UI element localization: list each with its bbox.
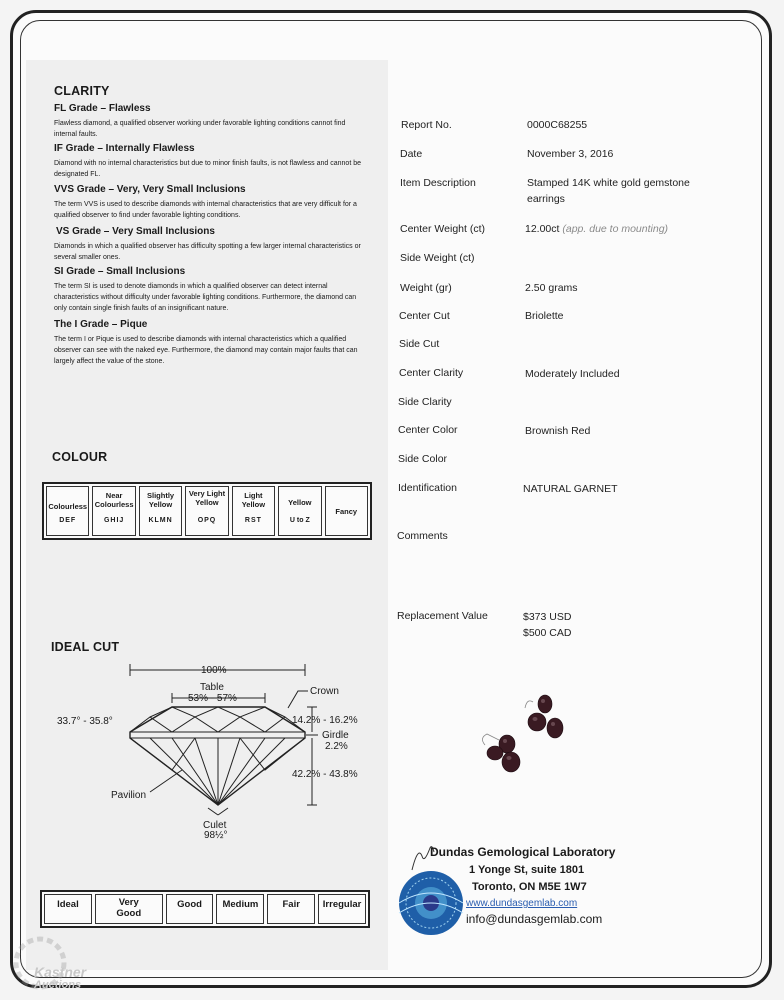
field-value-replacement-cad: $500 CAD: [523, 627, 572, 639]
field-label-side-weight: Side Weight (ct): [400, 252, 475, 264]
cut-grade-cell: Very Good: [95, 894, 163, 924]
crown-angle-label: 33.7° - 35.8°: [57, 716, 113, 727]
field-label-center-cut: Center Cut: [399, 310, 450, 322]
colour-cell: [278, 486, 321, 536]
cut-grade-cell: Good: [166, 894, 214, 924]
colour-cell: [46, 486, 89, 536]
field-value-weight-gr: 2.50 grams: [525, 282, 578, 294]
center-weight-value: 12.00ct: [525, 223, 560, 235]
pavilion-depth-label: 42.2% - 43.8%: [292, 769, 358, 780]
colour-heading: COLOUR: [52, 450, 108, 464]
auction-watermark-text: [34, 966, 86, 992]
colour-cell-name: Slightly Yellow: [147, 491, 175, 509]
colour-cell-code: OPQ: [197, 517, 217, 524]
lab-name: Dundas Gemological Laboratory: [430, 845, 616, 859]
girdle-label: Girdle: [322, 730, 349, 741]
lab-email: info@dundasgemlab.com: [466, 912, 603, 926]
colour-cell-code: KLMN: [148, 517, 173, 524]
culet-label: Culet: [203, 820, 227, 831]
watermark-line1: Kastner: [34, 964, 87, 980]
lab-address-line1: 1 Yonge St, suite 1801: [469, 864, 585, 876]
field-value-center-weight: [525, 221, 725, 237]
crown-label: Crown: [310, 686, 339, 697]
width-percent-label: 100%: [201, 665, 227, 676]
colour-cell: [185, 486, 228, 536]
colour-cell-name: Very Light Yellow: [188, 489, 226, 507]
colour-cell: [325, 486, 368, 536]
ideal-cut-heading: IDEAL CUT: [51, 640, 120, 654]
field-value-center-color: Brownish Red: [525, 425, 591, 437]
field-label-report-no: Report No.: [401, 119, 452, 131]
colour-cell-name: Light Yellow: [241, 491, 266, 509]
table-label: Table: [200, 682, 224, 693]
colour-cell-code: GHIJ: [103, 517, 125, 524]
clarity-grade-desc: Diamond with no internal characteristics but due to minor finish faults, is not flawless and cannot be designated FL.: [54, 160, 361, 178]
clarity-grade-title: FL Grade – Flawless: [54, 103, 151, 114]
watermark-line2: Auctions: [34, 979, 82, 991]
colour-cell-name: Yellow: [288, 498, 312, 507]
clarity-heading: CLARITY: [54, 84, 110, 98]
colour-cell: [232, 486, 275, 536]
field-label-weight-gr: Weight (gr): [400, 282, 452, 294]
clarity-grade-title: SI Grade – Small Inclusions: [54, 266, 186, 277]
clarity-grade-desc: Flawless diamond, a qualified observer working under favorable lighting conditions cannot find internal faults.: [54, 120, 346, 138]
cut-grade-table: [40, 890, 370, 928]
pavilion-label: Pavilion: [111, 790, 147, 801]
field-label-side-clarity: Side Clarity: [398, 396, 452, 408]
cut-grade-cell: Medium: [216, 894, 264, 924]
clarity-grade-title: VS Grade – Very Small Inclusions: [56, 226, 215, 237]
colour-cell-name: Colourless: [48, 502, 88, 511]
clarity-grade-title: IF Grade – Internally Flawless: [54, 143, 195, 154]
field-value-center-cut: Briolette: [525, 310, 564, 322]
field-value-date: November 3, 2016: [527, 148, 614, 160]
colour-scale-table: [42, 482, 372, 540]
clarity-grade-desc: The term I or Pique is used to describe diamonds with internal characteristics which a qualified observer can see with the naked eye. Furthermore, the diamond may contain major faults that can largely affect the value of the stone.: [54, 336, 358, 365]
colour-cell: [92, 486, 135, 536]
hologram-seal: [396, 868, 466, 938]
clarity-grade-desc: The term SI is used to denote diamonds in which a qualified observer can detect internal characteristics without difficulty under favorable lighting conditions. Furthermore, the diamond can only contain single finish faults of an insignificant nature.: [54, 283, 357, 312]
colour-cell-code: DEF: [59, 517, 77, 524]
colour-cell: [139, 486, 182, 536]
field-label-center-weight: Center Weight (ct): [400, 223, 485, 235]
cut-grade-cell: Fair: [267, 894, 315, 924]
colour-cell-name: Near Colourless: [94, 491, 134, 509]
field-label-replacement-value: Replacement Value: [397, 610, 488, 622]
center-weight-note: (app. due to mounting): [562, 223, 669, 235]
field-label-center-clarity: Center Clarity: [399, 367, 464, 379]
lab-website-link[interactable]: www.dundasgemlab.com: [466, 898, 578, 909]
clarity-grade-desc: The term VVS is used to describe diamonds with internal characteristics that are very difficult for a qualified observer to find under favorable lighting conditions.: [54, 201, 357, 219]
cut-grade-cell: Irregular: [318, 894, 366, 924]
field-label-comments: Comments: [397, 530, 448, 542]
field-value-item-description: Stamped 14K white gold gemstone earrings: [527, 177, 690, 205]
colour-cell-name: Fancy: [335, 506, 358, 516]
colour-cell-code: U to Z: [289, 517, 310, 524]
field-label-side-cut: Side Cut: [399, 338, 440, 350]
field-label-date: Date: [400, 148, 423, 160]
field-value-report-no: 0000C68255: [527, 119, 588, 131]
table-range-label: 53% - 57%: [188, 693, 237, 704]
crown-height-label: 14.2% - 16.2%: [292, 715, 358, 726]
clarity-grade-desc: Diamonds in which a qualified observer has difficulty spotting a few larger internal characteristics or several smaller ones.: [54, 243, 361, 261]
field-label-side-color: Side Color: [398, 453, 448, 465]
earrings-photo: [465, 690, 585, 785]
clarity-grade-title: The I Grade – Pique: [54, 319, 148, 330]
field-value-replacement-usd: $373 USD: [523, 611, 572, 623]
field-label-item-description: Item Description: [400, 177, 476, 189]
clarity-grade-title: VVS Grade – Very, Very Small Inclusions: [54, 184, 246, 195]
cut-grade-cell: Ideal: [44, 894, 92, 924]
field-label-center-color: Center Color: [398, 424, 458, 436]
field-label-identification: Identification: [398, 482, 457, 494]
lab-address-line2: Toronto, ON M5E 1W7: [472, 881, 587, 893]
field-value-identification: NATURAL GARNET: [523, 483, 618, 495]
girdle-percent-label: 2.2%: [325, 741, 348, 752]
colour-cell-code: RST: [244, 517, 262, 524]
culet-angle-label: 98½°: [204, 830, 228, 841]
field-value-center-clarity: Moderately Included: [525, 368, 620, 380]
